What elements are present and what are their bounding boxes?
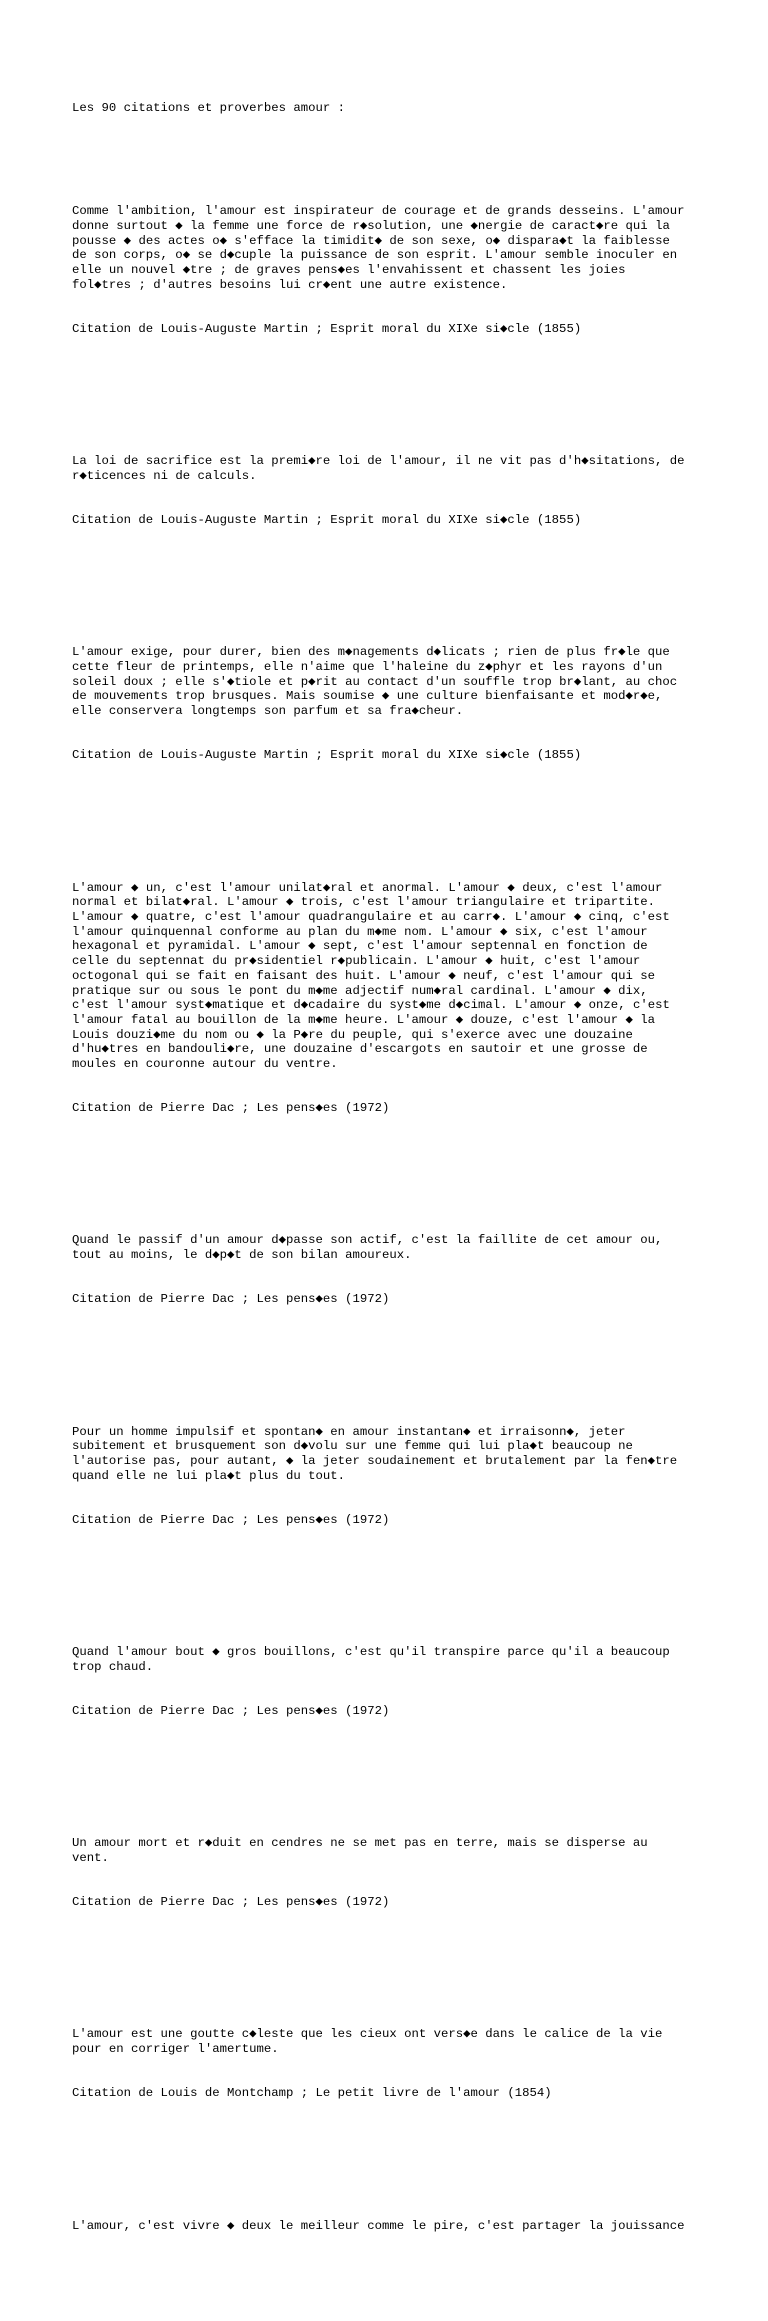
document-page <box>72 72 712 2321</box>
quote-source: Citation de Pierre Dac ; Les pens◆es (1972) <box>72 1101 390 1116</box>
quote-block <box>72 1395 712 1557</box>
quote-text: L'amour, c'est vivre ◆ deux le meilleur comme le pire, c'est partager la jouissance <box>72 2218 685 2233</box>
quote-block <box>72 851 712 1145</box>
quote-block <box>72 1204 712 1336</box>
quote-block <box>72 2189 712 2292</box>
quote-source: Citation de Louis de Montchamp ; Le petit livre de l'amour (1854) <box>72 2086 552 2101</box>
quote-text: Un amour mort et r◆duit en cendres ne se met pas en terre, mais se disperse au vent. <box>72 1836 648 1865</box>
quote-block <box>72 1998 712 2130</box>
quote-source: Citation de Louis-Auguste Martin ; Esprit moral du XIXe si◆cle (1855) <box>72 513 582 528</box>
quote-block <box>72 175 712 366</box>
quote-source: Citation de Pierre Dac ; Les pens◆es (1972) <box>72 1512 390 1527</box>
quote-source: Citation de Pierre Dac ; Les pens◆es (1972) <box>72 1703 390 1718</box>
quote-text: Quand l'amour bout ◆ gros bouillons, c'est qu'il transpire parce qu'il a beaucoup trop chaud. <box>72 1645 670 1674</box>
quote-text: Comme l'ambition, l'amour est inspirateur de courage et de grands desseins. L'amour donne surtout ◆ la femme une force de r◆solution, une ◆nergie de caract◆re qui la pousse ◆ des actes o◆ s'efface la timidit◆ de son sexe, o◆ dispara◆t la faiblesse de son corps, o◆ se d◆cuple la puissance de son esprit. L'amour semble inoculer en elle un nouvel ◆tre ; de graves pens◆es l'envahissent et chassent les joies fol◆tres ; d'autres besoins lui cr◆ent une autre existence. <box>72 204 685 292</box>
quote-source: Citation de Louis-Auguste Martin ; Esprit moral du XIXe si◆cle (1855) <box>72 321 582 336</box>
quote-text: La loi de sacrifice est la premi◆re loi de l'amour, il ne vit pas d'h◆sitations, de r◆ticences ni de calculs. <box>72 454 685 483</box>
quote-text: Pour un homme impulsif et spontan◆ en amour instantan◆ et irraisonn◆, jeter subitement et brusquement son d◆volu sur une femme qui lui pla◆t beaucoup ne l'autorise pas, pour autant, ◆ la jeter soudainement et brutalement par la fen◆tre quand elle ne lui pla◆t plus du tout. <box>72 1424 678 1483</box>
quote-text: L'amour est une goutte c◆leste que les cieux ont vers◆e dans le calice de la vie pour en corriger l'amertume. <box>72 2027 663 2057</box>
quote-text: L'amour ◆ un, c'est l'amour unilat◆ral et anormal. L'amour ◆ deux, c'est l'amour normal et bilat◆ral. L'amour ◆ trois, c'est l'amour triangulaire et tripartite. L'amour ◆ quatre, c'est l'amour quadrangulaire et au carr◆. L'amour ◆ cinq, c'est l'amour quinquennal conforme au plan du m◆me nom. L'amour ◆ six, c'est l'amour hexagonal et pyramidal. L'amour ◆ sept, c'est l'amour septennal en fonction de celle du septennat du pr◆sidentiel r◆publicain. L'amour ◆ huit, c'est l'amour octogonal qui se fait en faisant des huit. L'amour ◆ neuf, c'est l'amour qui se pratique sur ou sous le pont du m◆me adjectif num◆ral cardinal. L'amour ◆ dix, c'est l'amour syst◆matique et d◆cadaire du syst◆me d◆cimal. L'amour ◆ onze, c'est l'amour fatal au bouillon de la m◆me heure. L'amour ◆ douze, c'est l'amour ◆ la Louis douzi◆me du nom ou ◆ la P◆re du peuple, qui s'exerce avec une douzaine d'hu◆tres en bandouli◆re, une douzaine d'escargots en sautoir et une grosse de moules en couronne autour du ventre. <box>72 880 670 1072</box>
quote-block <box>72 425 712 557</box>
quote-source: Citation de Pierre Dac ; Les pens◆es (1972) <box>72 1895 390 1910</box>
quote-text: L'amour exige, pour durer, bien des m◆nagements d◆licats ; rien de plus fr◆le que cette fleur de printemps, elle n'aime que l'haleine du z◆phyr et les rayons d'un soleil doux ; elle s'◆tiole et p◆rit au contact d'un souffle trop br◆lant, au choc de mouvements trop brusques. Mais soumise ◆ une culture bienfaisante et mod◆r◆e, elle conservera longtemps son parfum et sa fra◆cheur. <box>72 645 678 719</box>
quote-text: Quand le passif d'un amour d◆passe son actif, c'est la faillite de cet amour ou, tout au moins, le d◆p◆t de son bilan amoureux. <box>72 1233 663 1263</box>
quote-source: Citation de Louis-Auguste Martin ; Esprit moral du XIXe si◆cle (1855) <box>72 748 582 763</box>
document-title: Les 90 citations et proverbes amour : <box>72 101 346 116</box>
quote-block <box>72 1616 712 1748</box>
quote-block <box>72 616 712 792</box>
quote-source: Citation de Pierre Dac ; Les pens◆es (1972) <box>72 1292 390 1307</box>
quote-block <box>72 1807 712 1939</box>
